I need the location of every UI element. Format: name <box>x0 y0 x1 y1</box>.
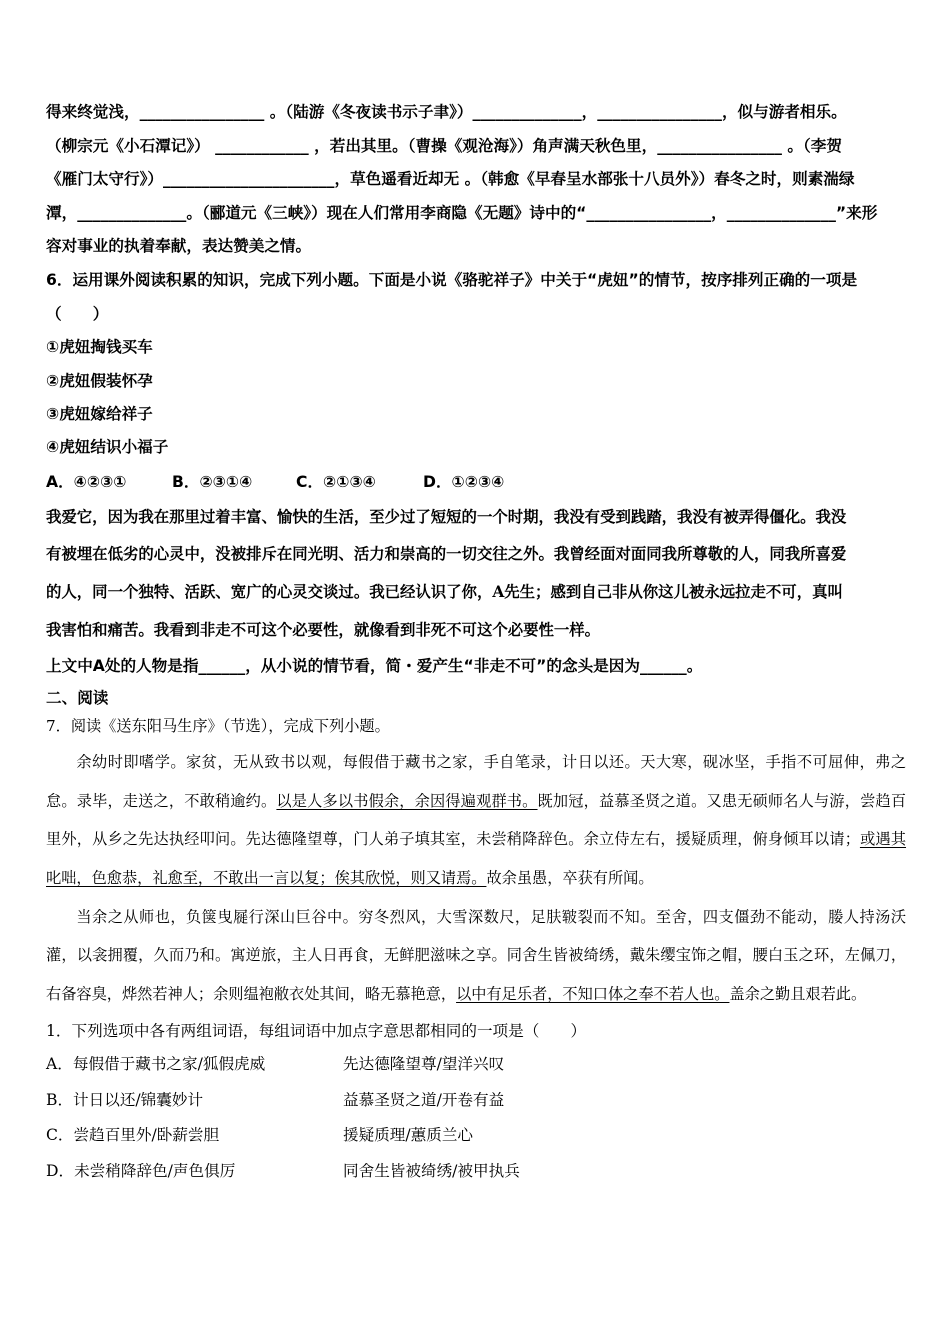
text-run: 余幼时即嗜学。家贫，无从致书以观，每假借于藏书之家，手自笔录，计日以还。天大寒，砚冰坚，手指不可屈伸，弗之怠。录毕，走送之，不敢稍逾约。 <box>46 753 906 810</box>
question-6-stem <box>46 264 906 331</box>
option-c-right: 援疑质理/蕙质兰心 <box>343 1126 474 1145</box>
classical-paragraph-1 <box>46 743 906 897</box>
passage-line: 我爱它，因为我在那里过着丰富、愉快的生活，至少过了短短的一个时期，我没有受到践踏，我没有被弄得僵化。我没 <box>46 507 847 526</box>
classical-text <box>46 743 906 1013</box>
q6-item: ①虎妞掏钱买车 <box>46 338 153 357</box>
q6-choices <box>46 465 906 499</box>
q6-stem-line: 6．运用课外阅读积累的知识，完成下列小题。下面是小说《骆驼祥子》中关于“虎妞”的情节，按序排列正确的一项是 <box>46 270 858 289</box>
option-c-left: C．尝趋百里外/卧薪尝胆 <box>46 1126 220 1145</box>
underlined-sentence: 以中有足乐者，不知口体之奉不若人也。 <box>456 984 730 1003</box>
option-b-right: 益慕圣贤之道/开卷有益 <box>343 1090 505 1109</box>
poetry-fill-block <box>46 96 906 264</box>
poetry-line: 得来终觉浅，________________ 。（陆游《冬夜读书示子聿》）______________，________________，似与游者相乐。 <box>46 103 847 121</box>
underlined-sentence: 以是人多以书假余，余因得遍观群书。 <box>276 791 538 810</box>
text-run: 盖余之勤且艰若此。 <box>729 984 867 1003</box>
text-run: 既加冠，益慕圣贤之道。又患无硕师名人与游，尝趋百里外，从乡之先达执经叩问。先达德隆望尊，门人弟子填其室，未尝稍降辞色。余立侍左右，援疑质理，俯身倾耳以请； <box>46 791 907 849</box>
option-b-left: B．计日以还/锦囊妙计 <box>46 1090 204 1109</box>
q6-item: ②虎妞假装怀孕 <box>46 371 153 390</box>
option-a-left: A．每假借于藏书之家/狐假虎威 <box>46 1055 266 1074</box>
passage-line: 有被埋在低劣的心灵中，没被排斥在同光明、活力和崇高的一切交往之外。我曾经面对面同我所尊敬的人，同我所喜爱 <box>46 545 847 564</box>
poetry-line: 《雁门太守行》）______________________，草色遥看近却无 。（韩愈《早春呈水部张十八员外》）春冬之时，则素湍绿 <box>46 170 855 189</box>
section-heading: 二、阅读 <box>46 689 109 708</box>
passage-line: 的人，同一个独特、活跃、宽广的心灵交谈过。我已经认识了你，A先生；感到自己非从你这儿被永远拉走不可，真叫 <box>46 582 843 601</box>
question-7-1-stem: 1．下列选项中各有两组词语，每组词语中加点字意思都相同的一项是（ ） <box>46 1022 587 1041</box>
q6-choice-b: B．②③①④ <box>172 472 253 491</box>
question-7-1-options <box>46 1047 906 1189</box>
underlined-sentence: 或遇其叱咄，色愈恭，礼愈至，不敢出一言以复；俟其欣悦，则又请焉。 <box>46 830 907 887</box>
poetry-line: 容对事业的执着奉献，表达赞美之情。 <box>46 237 312 256</box>
q6-choice-a: A．④②③① <box>46 472 127 491</box>
poetry-line: （柳宗元《小石潭记》） ____________ ，若出其里。（曹操《观沧海》）角声满天秋色里，________________ 。（李贺 <box>46 136 842 155</box>
q6-choice-c: C．②①③④ <box>296 472 376 491</box>
q6-item: ③虎妞嫁给祥子 <box>46 404 153 423</box>
question-7-stem: 7．阅读《送东阳马生序》（节选），完成下列小题。 <box>46 717 390 736</box>
option-a-right: 先达德隆望尊/望洋兴叹 <box>343 1055 505 1074</box>
q6-item: ④虎妞结识小福子 <box>46 438 169 457</box>
option-d-left: D．未尝稍降辞色/声色俱厉 <box>46 1161 236 1180</box>
jane-eyre-question: 上文中A处的人物是指______，从小说的情节看，简・爱产生“非走不可”的念头是因为______。 <box>46 657 703 676</box>
text-run: 故余虽愚，卒获有所闻。 <box>486 868 654 887</box>
poetry-line: 潭，______________。（郦道元《三峡》）现在人们常用李商隐《无题》诗中的“________________，______________”来形 <box>46 203 878 222</box>
jane-eyre-passage <box>46 499 906 649</box>
q6-choice-d: D．①②③④ <box>423 472 505 491</box>
q6-stem-line: （ ） <box>46 304 109 323</box>
passage-line: 我害怕和痛苦。我看到非走不可这个必要性，就像看到非死不可这个必要性一样。 <box>46 620 601 639</box>
text-run: 当余之从师也，负箧曳屣行深山巨谷中。穷冬烈风，大雪深数尺，足肤皲裂而不知。至舍，四支僵劲不能动，媵人持汤沃灌，以衾拥覆，久而乃和。寓逆旅，主人日再食，无鲜肥滋味之享。同舍生皆被绮绣，戴朱缨宝饰之帽，腰白玉之环，左佩刀，右备容臭，烨然若神人；余则缊袍敝衣处其间，略无慕艳意， <box>46 907 906 1003</box>
option-d-right: 同舍生皆被绮绣/被甲执兵 <box>343 1161 520 1180</box>
classical-paragraph-2 <box>46 898 906 1014</box>
